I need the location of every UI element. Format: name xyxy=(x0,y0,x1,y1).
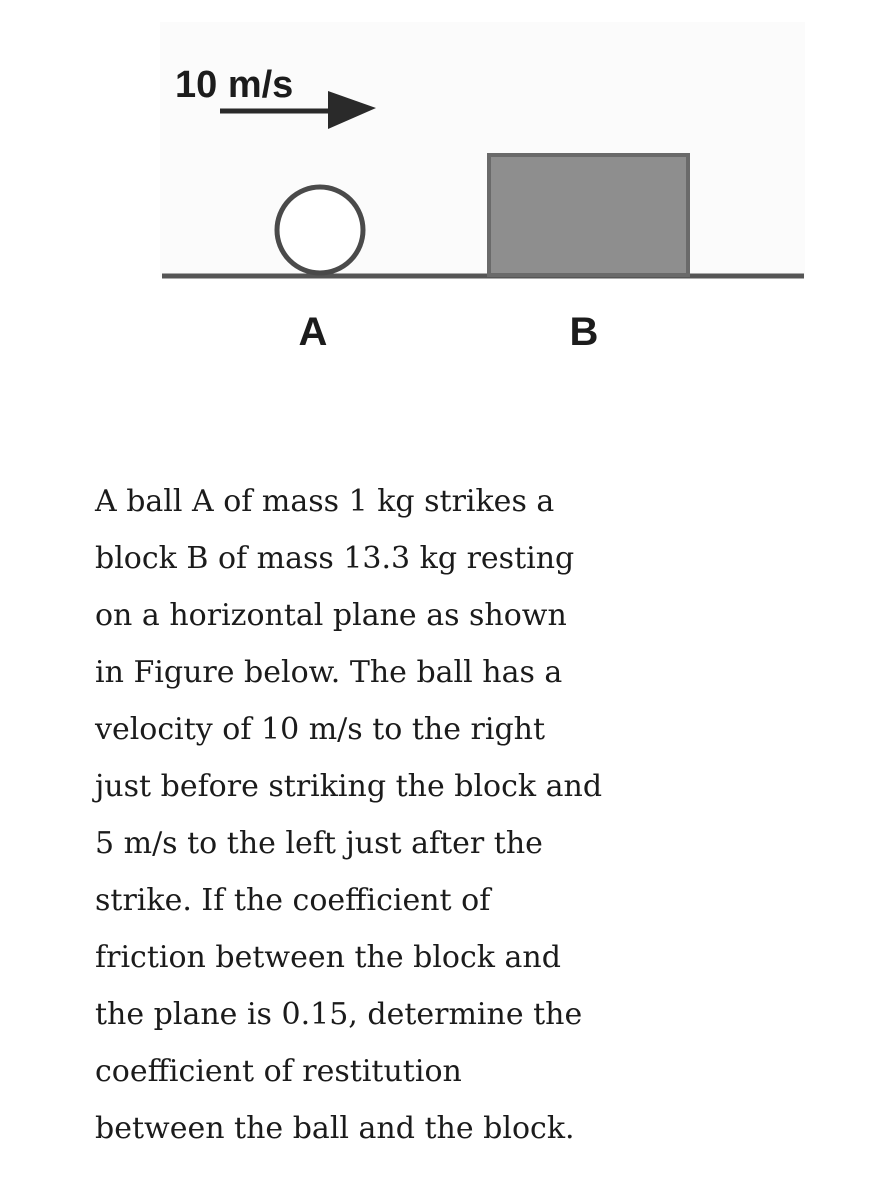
problem-line: just before striking the block and xyxy=(95,769,603,804)
problem-line: A ball A of mass 1 kg strikes a xyxy=(95,484,555,519)
problem-line: strike. If the coefficient of xyxy=(95,883,491,918)
collision-diagram xyxy=(0,0,881,420)
problem-line: friction between the block and xyxy=(95,940,561,975)
problem-line: 5 m/s to the left just after the xyxy=(95,826,543,861)
block-b xyxy=(489,155,688,275)
problem-line: on a horizontal plane as shown xyxy=(95,598,567,633)
problem-line: block B of mass 13.3 kg resting xyxy=(95,541,575,576)
ball-a xyxy=(277,187,363,273)
problem-line: coefficient of restitution xyxy=(95,1054,462,1089)
figure-background xyxy=(160,22,805,277)
problem-line: between the ball and the block. xyxy=(95,1111,575,1146)
problem-line: in Figure below. The ball has a xyxy=(95,655,563,690)
velocity-label: 10 m/s xyxy=(175,64,294,106)
block-label: B xyxy=(569,310,599,354)
ball-label: A xyxy=(298,310,328,354)
problem-statement xyxy=(95,473,881,1157)
problem-line: the plane is 0.15, determine the xyxy=(95,997,583,1032)
problem-line: velocity of 10 m/s to the right xyxy=(95,712,546,747)
